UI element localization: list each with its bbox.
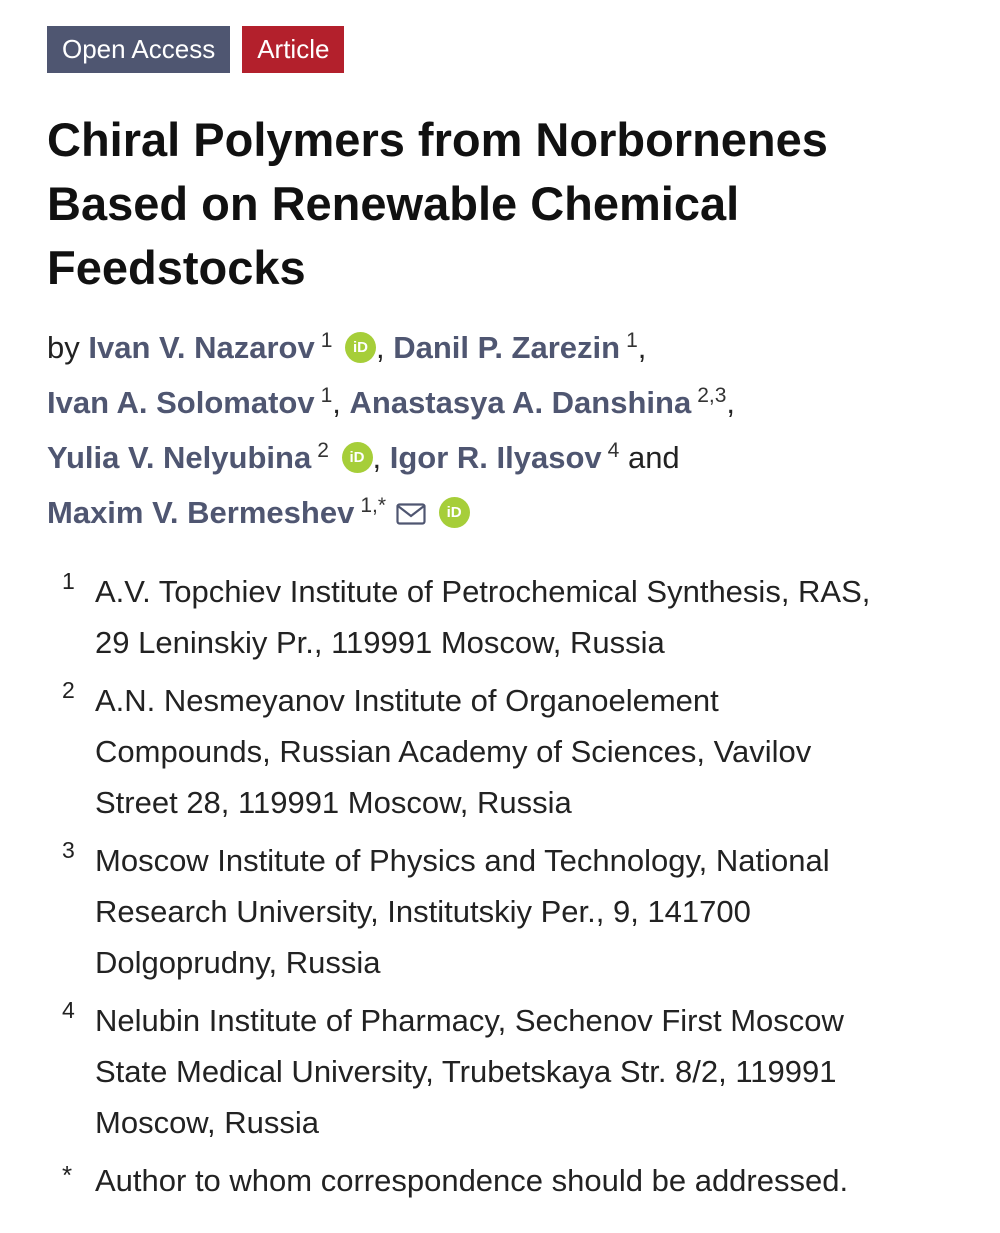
author-line: Ivan A. Solomatov $^1$, Anastasya A. Danshina $^{2,3}$, xyxy=(47,384,736,420)
affiliation-line: Dolgoprudny, Russia xyxy=(95,945,381,980)
affiliation-number: 3 xyxy=(62,837,75,863)
correspondence-text: Author to whom correspondence should be addressed. xyxy=(95,1163,849,1198)
author-link[interactable]: Danil P. Zarezin xyxy=(393,330,621,365)
affiliation-item xyxy=(62,566,942,668)
author-link[interactable]: Ivan V. Nazarov xyxy=(88,330,315,365)
affiliation-list xyxy=(62,566,942,1206)
affiliation-line: A.V. Topchiev Institute of Petrochemical Synthesis, RAS, xyxy=(95,574,871,609)
affiliation-number: 1 xyxy=(62,568,75,594)
affiliation-item xyxy=(62,995,942,1148)
affiliation-ref: 2 xyxy=(317,439,329,462)
affiliation-line: 29 Leninskiy Pr., 119991 Moscow, Russia xyxy=(95,625,665,660)
correspondence-mark: * xyxy=(62,1160,73,1190)
affiliation-item xyxy=(62,835,942,988)
affiliation-ref: 4 xyxy=(607,439,620,462)
title-line-1: Chiral Polymers from Norbornenes xyxy=(47,113,828,166)
affiliation-line: Street 28, 119991 Moscow, Russia xyxy=(95,785,572,820)
email-icon[interactable] xyxy=(396,489,426,540)
author-link[interactable]: Igor R. Ilyasov xyxy=(389,440,602,475)
affiliation-ref: 1 xyxy=(626,329,638,352)
affiliation-ref: 1 xyxy=(320,329,333,352)
article-type-badge[interactable]: Article xyxy=(242,26,344,73)
affiliation-ref: 1,* xyxy=(360,494,386,517)
affiliation-ref: 2,3 xyxy=(697,384,727,407)
affiliation-line: Nelubin Institute of Pharmacy, Sechenov First Moscow xyxy=(95,1003,844,1038)
affiliation-line: Compounds, Russian Academy of Sciences, Vavilov xyxy=(95,734,812,769)
affiliation-line: State Medical University, Trubetskaya Str. 8/2, 119991 xyxy=(95,1054,837,1089)
by-label: by xyxy=(47,330,80,365)
affiliation-number: 2 xyxy=(62,677,75,703)
author-line: by Ivan V. Nazarov $^1$ iD , Danil P. Zarezin $^1$, xyxy=(47,329,647,365)
and-label: and xyxy=(627,440,680,475)
author-link[interactable]: Yulia V. Nelyubina xyxy=(47,440,312,475)
orcid-icon[interactable]: iD xyxy=(439,497,470,528)
correspondence-note xyxy=(62,1155,942,1206)
affiliation-text xyxy=(95,995,844,1148)
affiliation-item xyxy=(62,675,942,828)
author-link[interactable]: Anastasya A. Danshina xyxy=(349,385,692,420)
affiliation-text xyxy=(95,675,811,828)
affiliation-line: Moscow Institute of Physics and Technology, National xyxy=(95,843,830,878)
affiliation-line: Research University, Institutskiy Per., 9, 141700 xyxy=(95,894,751,929)
orcid-icon[interactable]: iD xyxy=(345,332,376,363)
affiliation-line: Moscow, Russia xyxy=(95,1105,319,1140)
affiliation-text xyxy=(95,835,830,988)
affiliation-line: A.N. Nesmeyanov Institute of Organoelement xyxy=(95,683,719,718)
badge-row xyxy=(47,26,344,73)
affiliation-text xyxy=(95,566,870,668)
article-title xyxy=(47,108,947,300)
author-line xyxy=(47,487,967,542)
author-line: Yulia V. Nelyubina $^2$ iD , Igor R. Ilyasov $^4$ and xyxy=(47,439,680,475)
open-access-badge[interactable]: Open Access xyxy=(47,26,230,73)
author-list xyxy=(47,322,967,542)
author-link[interactable]: Maxim V. Bermeshev xyxy=(47,495,355,530)
affiliation-number: 4 xyxy=(62,997,75,1023)
affiliation-ref: 1 xyxy=(320,384,333,407)
author-link[interactable]: Ivan A. Solomatov xyxy=(47,385,315,420)
title-line-2: Based on Renewable Chemical xyxy=(47,177,740,230)
title-line-3: Feedstocks xyxy=(47,241,306,294)
orcid-icon[interactable]: iD xyxy=(342,442,373,473)
